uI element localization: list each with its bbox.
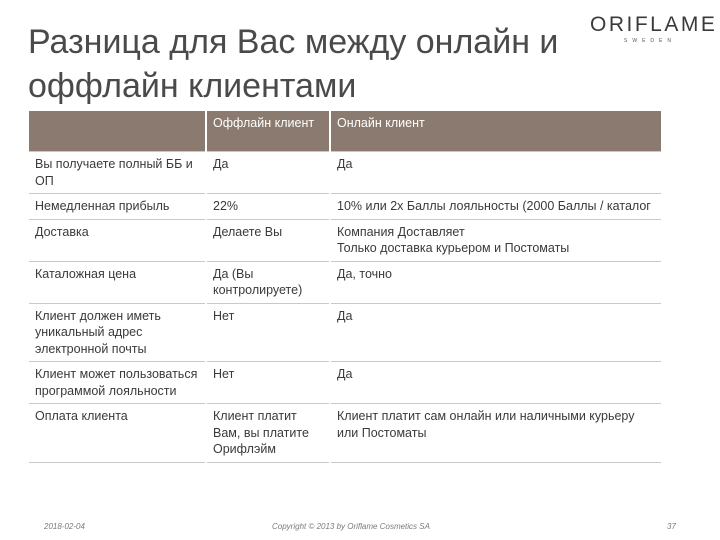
offline-value: Делаете Вы: [206, 219, 330, 261]
online-value: Да, точно: [330, 261, 661, 303]
row-label: Клиент должен иметь уникальный адрес электронной почты: [29, 303, 206, 362]
footer-copyright: Copyright © 2013 by Oriflame Cosmetics SA: [272, 522, 430, 531]
table-row: [29, 362, 661, 404]
table-row: [29, 404, 661, 463]
online-value: Да: [330, 362, 661, 404]
slide-title-line-2: оффлайн клиентами: [28, 67, 357, 105]
row-label: Клиент может пользоваться программой лояльности: [29, 362, 206, 404]
logo-subtitle: SWEDEN: [624, 38, 676, 44]
online-value: 10% или 2х Баллы лояльносты (2000 Баллы / каталог: [330, 194, 661, 220]
table-row: [29, 194, 661, 220]
offline-value: Нет: [206, 303, 330, 362]
online-value: Да: [330, 303, 661, 362]
offline-value: Да: [206, 152, 330, 194]
table-row: [29, 261, 661, 303]
table-header-row: [29, 111, 661, 152]
slide-title: [28, 20, 608, 108]
logo-wordmark: ORIFLAME: [590, 13, 718, 36]
row-label: Доставка: [29, 219, 206, 261]
header-cell-empty: [29, 111, 206, 152]
table-row: [29, 152, 661, 194]
offline-value: Клиент платит Вам, вы платите Орифлэйм: [206, 404, 330, 463]
online-value: Компания Доставляет Только доставка курьером и Постоматы: [330, 219, 661, 261]
comparison-table: [29, 111, 661, 463]
row-label: Вы получаете полный ББ и ОП: [29, 152, 206, 194]
slide-title-line-1: Разница для Вас между онлайн и: [28, 23, 559, 61]
header-cell-offline: Оффлайн клиент: [206, 111, 330, 152]
header-cell-online: Онлайн клиент: [330, 111, 661, 152]
table-row: [29, 219, 661, 261]
online-value: Да: [330, 152, 661, 194]
offline-value: 22%: [206, 194, 330, 220]
table-row: [29, 303, 661, 362]
row-label: Каталожная цена: [29, 261, 206, 303]
footer-page-number: 37: [667, 522, 676, 531]
row-label: Немедленная прибыль: [29, 194, 206, 220]
row-label: Оплата клиента: [29, 404, 206, 463]
oriflame-logo: [590, 13, 718, 45]
footer-date: 2018-02-04: [44, 522, 85, 531]
offline-value: Нет: [206, 362, 330, 404]
online-value: Клиент платит сам онлайн или наличными курьеру или Постоматы: [330, 404, 661, 463]
offline-value: Да (Вы контролируете): [206, 261, 330, 303]
